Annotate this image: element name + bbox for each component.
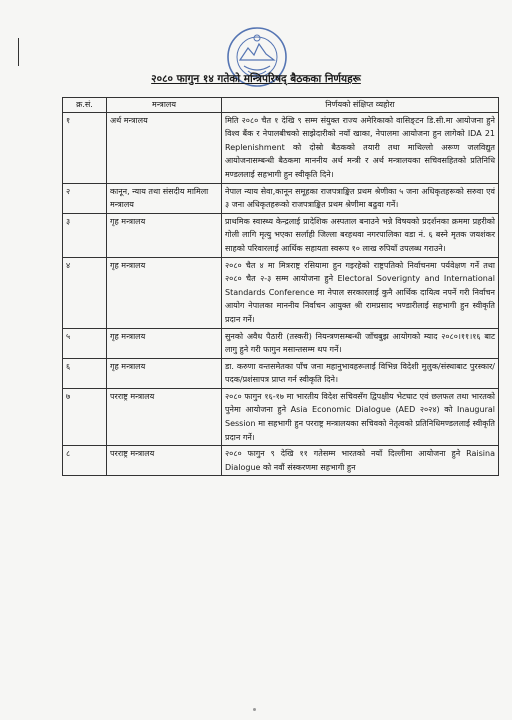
table-row — [63, 446, 499, 476]
row-ministry: परराष्ट्र मन्त्रालय — [107, 446, 222, 476]
row-serial: ५ — [63, 328, 107, 358]
table-row — [63, 213, 499, 257]
row-serial: ८ — [63, 446, 107, 476]
row-ministry: गृह मन्त्रालय — [107, 213, 222, 257]
row-decision: सुनको अवैध पैठारी (तस्करी) नियन्त्रणसम्बन्धी जाँचबुझ आयोगको म्याद २०८०।११।१६ बाट लागु हुने गरी फागुन मसान्तसम्म थप गर्ने। — [222, 328, 499, 358]
row-decision: प्राथमिक स्वास्थ्य केन्द्रलाई प्रादेशिक अस्पताल बनाउने भन्ने विषयको प्रदर्शनका क्रममा प्रहरीको गोली लागि मृत्यु भएका सर्लाही जिल्ला बरहथवा नगरपालिका वडा नं. ६ बस्ने मृतक जयशंकर साहको परिवारलाई आर्थिक सहायता स्वरूप १० लाख रुपियाँ उपलब्ध गराउने। — [222, 213, 499, 257]
row-ministry: परराष्ट्र मन्त्रालय — [107, 388, 222, 445]
row-decision: २०८० फागुन ९ देखि ११ गतेसम्म भारतको नयाँ दिल्लीमा आयोजना हुने Raisina Dialogue को नवौं संस्करणमा सहभागी हुन — [222, 446, 499, 476]
row-ministry: गृह मन्त्रालय — [107, 358, 222, 388]
header-serial: क्र.सं. — [63, 98, 107, 113]
row-decision: २०८० फागुन १६-१७ मा भारतीय विदेश सचिवसँग द्विपक्षीय भेटघाट एवं छलफल तथा भारतको पुनेमा आयोजना हुने Asia Economic Dialogue (AED २०२४) को Inaugural Session मा सहभागी हुन परराष्ट्र मन्त्रालयका सचिवको नेतृत्वको प्रतिनिधिमण्डललाई स्वीकृति प्रदान गर्ने। — [222, 388, 499, 445]
table-row — [63, 112, 499, 183]
row-serial: २ — [63, 183, 107, 213]
row-serial: ३ — [63, 213, 107, 257]
row-ministry: गृह मन्त्रालय — [107, 257, 222, 328]
row-decision: २०८० चैत ४ मा मित्रराष्ट्र रसियामा हुन गइरहेको राष्ट्रपतिको निर्वाचनमा पर्यवेक्षण गर्ने तथा २०८० चैत २-३ सम्म आयोजना हुने Electoral Soverignty and International Standards Conference मा नेपाल सरकारलाई कुनै आर्थिक दायित्व नपर्ने गरी निर्वाचन आयोग नेपालका माननीय निर्वाचन आयुक्त श्री रामप्रसाद भण्डारीलाई सहभागी हुन स्वीकृति प्रदान गर्ने। — [222, 257, 499, 328]
page-dot — [253, 708, 256, 711]
decisions-table — [62, 97, 499, 476]
row-serial: ४ — [63, 257, 107, 328]
row-ministry: कानून, न्याय तथा संसदीय मामिला मन्त्रालय — [107, 183, 222, 213]
row-serial: ७ — [63, 388, 107, 445]
row-serial: १ — [63, 112, 107, 183]
table-row — [63, 358, 499, 388]
row-decision: डा. करुणा वन्तसमेतका पाँच जना महानुभावहरूलाई विभिन्न विदेशी मुलुक/संस्थाबाट पुरस्कार/पदक/प्रशंसापत्र प्राप्त गर्न स्वीकृति दिने। — [222, 358, 499, 388]
row-decision: नेपाल न्याय सेवा,कानून समूहका राजपत्राङ्कित प्रथम श्रेणीका ५ जना अधिकृतहरूको सरुवा एवं ३ जना अधिकृतहरूको राजपत्राङ्कित प्रथम श्रेणीमा बढुवा गर्ने। — [222, 183, 499, 213]
header-decision: निर्णयको संक्षिप्त व्यहोरा — [222, 98, 499, 113]
row-ministry: गृह मन्त्रालय — [107, 328, 222, 358]
table-row — [63, 328, 499, 358]
document-title: २०८० फागुन १४ गतेको मन्त्रिपरिषद् बैठकका निर्णयहरू — [151, 73, 361, 85]
margin-mark — [18, 38, 19, 66]
row-serial: ६ — [63, 358, 107, 388]
table-header-row — [63, 98, 499, 113]
table-row — [63, 183, 499, 213]
table-row — [63, 388, 499, 445]
row-decision: मिति २०८० चैत १ देखि ९ सम्म संयुक्त राज्य अमेरिकाको वासिङ्टन डि.सी.मा आयोजना हुने विश्व बैंक र नेपालबीचको साझेदारीको नयाँ खाका, नेपालमा आयोजना हुन लागेको IDA 21 Replenishment को दोस्रो बैठकको तयारी तथा माथिल्लो अरूण जलविद्युत आयोजनासम्बन्धी बैठकमा माननीय अर्थ मन्त्री र अर्थ मन्त्रालयका सचिवसहितको प्रतिनिधि मण्डललाई सहभागी हुन स्वीकृति दिने। — [222, 112, 499, 183]
row-ministry: अर्थ मन्त्रालय — [107, 112, 222, 183]
header-ministry: मन्त्रालय — [107, 98, 222, 113]
table-row — [63, 257, 499, 328]
